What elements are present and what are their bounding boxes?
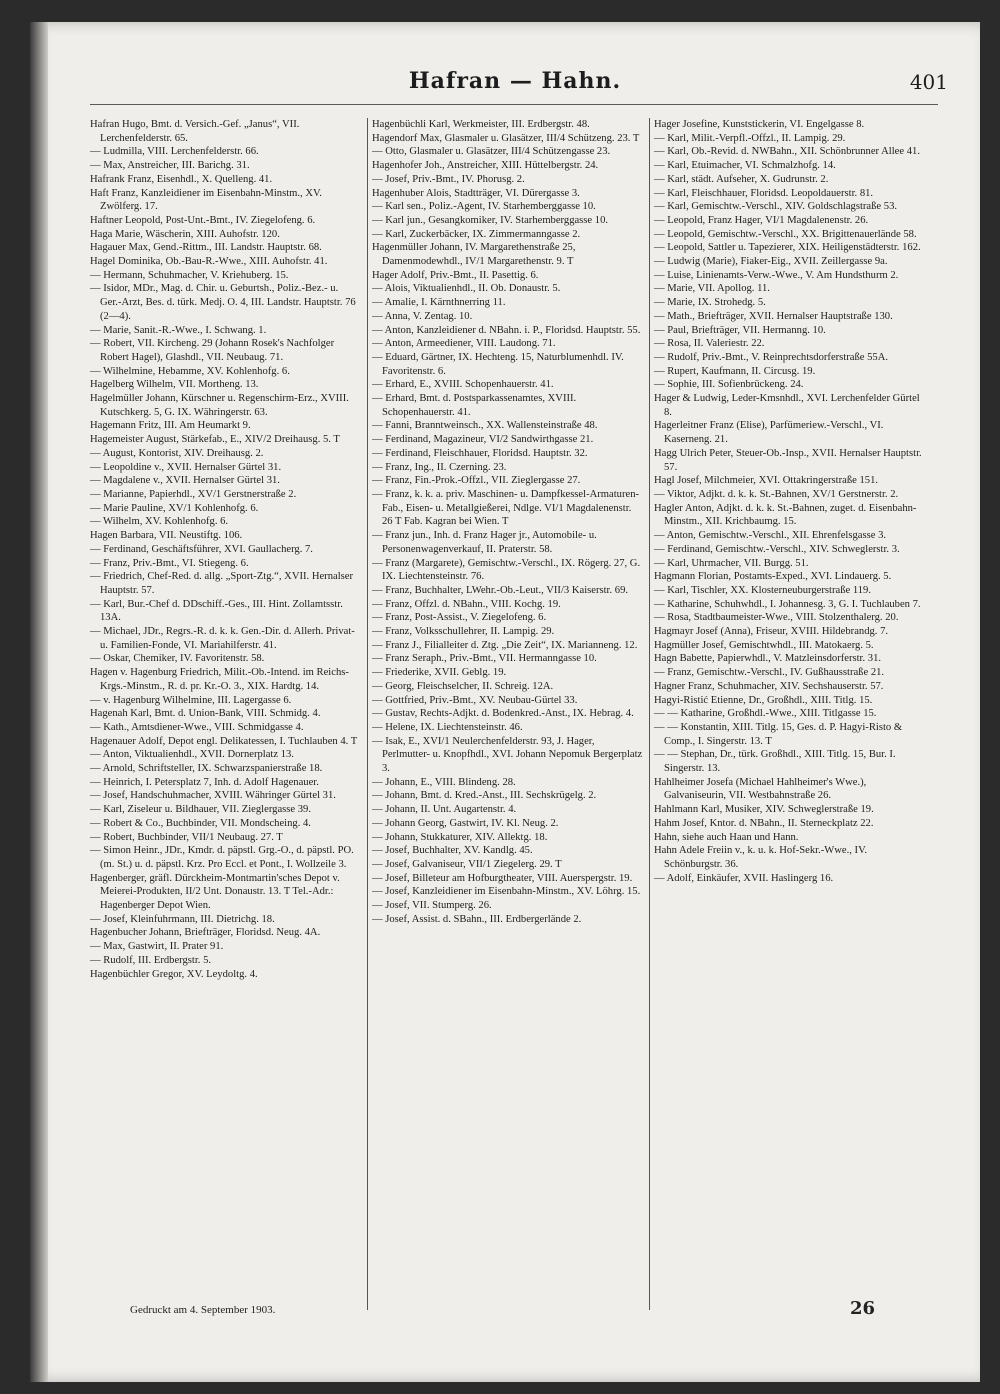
directory-entry: Hagenhuber Alois, Stadtträger, VI. Dürergasse 3. xyxy=(372,187,580,199)
directory-entry: — Erhard, E., XVIII. Schopenhauerstr. 41. xyxy=(372,379,554,391)
directory-entry: — Anton, Armeediener, VIII. Laudong. 71. xyxy=(372,338,556,350)
directory-entry: Hagauer Max, Gend.-Rittm., III. Landstr. Hauptstr. 68. xyxy=(90,242,322,254)
directory-entry: — Math., Briefträger, XVII. Hernalser Hauptstraße 130. xyxy=(654,310,893,322)
directory-entry: — Franz, Offzl. d. NBahn., VIII. Kochg. 19. xyxy=(372,598,561,610)
column-divider xyxy=(367,118,368,1310)
directory-entry: Hagendorf Max, Glasmaler u. Glasätzer, III/4 Schützeng. 23. T xyxy=(372,132,640,144)
directory-entry: — Karl, Milit.-Verpfl.-Offzl., II. Lampig. 29. xyxy=(654,132,846,144)
directory-entry: Hagerleitner Franz (Elise), Parfümeriew.-Verschl., VI. Kaserneng. 21. xyxy=(654,420,884,446)
directory-entry: Hagel Dominika, Ob.-Bau-R.-Wwe., XIII. Auhofstr. 41. xyxy=(90,256,328,268)
directory-entry: — Josef, VII. Stumperg. 26. xyxy=(372,900,492,912)
directory-entry: — Josef, Assist. d. SBahn., III. Erdbergerlände 2. xyxy=(372,913,582,925)
directory-entry: Haftner Leopold, Post-Unt.-Bmt., IV. Ziegelofeng. 6. xyxy=(90,214,316,226)
directory-entry: — Johann, II. Unt. Augartenstr. 4. xyxy=(372,804,517,816)
directory-entry: Hagelberg Wilhelm, VII. Mortheng. 13. xyxy=(90,379,259,391)
directory-entry: Hagl Josef, Milchmeier, XVI. Ottakringerstraße 151. xyxy=(654,475,879,487)
directory-entry: — Max, Anstreicher, III. Barichg. 31. xyxy=(90,160,250,172)
directory-entry: Hagg Ulrich Peter, Steuer-Ob.-Insp., XVII. Hernalser Hauptstr. 57. xyxy=(654,447,922,473)
book-gutter xyxy=(30,22,48,1382)
directory-entry: Hagenhofer Joh., Anstreicher, XIII. Hüttelbergstr. 24. xyxy=(372,160,599,172)
directory-entry: — Ludwig (Marie), Fiaker-Eig., XVII. Zeillergasse 9a. xyxy=(654,256,888,268)
running-head: Hafran — Hahn. xyxy=(408,68,622,94)
directory-entry: — Erhard, Bmt. d. Postsparkassenamtes, XVIII. Schopenhauerstr. 41. xyxy=(372,393,577,418)
directory-entry: — Johann, E., VIII. Blindeng. 28. xyxy=(372,776,516,788)
directory-entry: — Robert, Buchbinder, VII/1 Neubaug. 27. T xyxy=(90,831,283,843)
directory-entry: — Kath., Amtsdiener-Wwe., VIII. Schmidgasse 4. xyxy=(90,721,304,733)
directory-entry: Hager Josefine, Kunststickerin, VI. Engelgasse 8. xyxy=(654,119,865,130)
directory-entry: — Wilhelm, XV. Kohlenhofg. 6. xyxy=(90,516,229,528)
header-rule xyxy=(90,104,938,105)
directory-page xyxy=(30,22,980,1382)
directory-entry: — Josef, Kanzleidiener im Eisenbahn-Minstm., XV. Löhrg. 15. xyxy=(372,886,641,898)
directory-column-2 xyxy=(372,118,644,926)
directory-entry: Hagyi-Ristić Etienne, Dr., Großhdl., XIII. Titlg. 15. xyxy=(654,694,873,706)
directory-entry: — Ferdinand, Magazineur, VI/2 Sandwirthgasse 21. xyxy=(372,434,594,446)
directory-entry: — Amalie, I. Kärnthnerring 11. xyxy=(372,297,506,309)
directory-entry: — Oskar, Chemiker, IV. Favoritenstr. 58. xyxy=(90,653,265,665)
directory-entry: — Marianne, Papierhdl., XV/1 Gerstnerstraße 2. xyxy=(90,488,297,500)
directory-entry: — v. Hagenburg Wilhelmine, III. Lagergasse 6. xyxy=(90,694,292,706)
directory-entry: — Karl, Tischler, XX. Klosterneuburgerstraße 119. xyxy=(654,584,872,596)
directory-column-1 xyxy=(90,118,362,981)
directory-entry: Hager Adolf, Priv.-Bmt., II. Pasettig. 6. xyxy=(372,269,539,281)
directory-entry: — Franz, Fin.-Prok.-Offzl., VII. Zieglergasse 27. xyxy=(372,475,581,487)
directory-entry: — Michael, JDr., Regrs.-R. d. k. k. Gen.-Dir. d. Allerh. Privat- u. Familien-Fonde, VI. Mariahilferstr. 41. xyxy=(90,626,355,651)
directory-entry: Hagenberger, gräfl. Dürckheim-Montmartin'sches Depot v. Meierei-Produkten, II/2 Unt. Donaustr. 13. T Tel.-Adr.: Hagenberger Depot Wien. xyxy=(90,872,340,912)
directory-entry: — Georg, Fleischselcher, II. Schreig. 12A. xyxy=(372,680,554,692)
directory-entry: — — Katharine, Großhdl.-Wwe., XIII. Titlgasse 15. xyxy=(654,708,877,720)
directory-entry: — Karl, Bur.-Chef d. DDschiff.-Ges., III. Hint. Zollamtsstr. 13A. xyxy=(90,598,343,624)
column-divider xyxy=(649,118,650,1310)
directory-entry: — Johann Georg, Gastwirt, IV. Kl. Neug. 2. xyxy=(372,817,559,829)
directory-entry: — Anton, Viktualienhdl., XVII. Dornerplatz 13. xyxy=(90,749,294,761)
directory-entry: — — Stephan, Dr., türk. Großhdl., XIII. Titlg. 15, Bur. I. Singerstr. 13. xyxy=(654,749,896,775)
directory-entry: — Eduard, Gärtner, IX. Hechteng. 15, Naturblumenhdl. IV. Favoritenstr. 6. xyxy=(372,351,624,377)
directory-entry: — Karl, Fleischhauer, Floridsd. Leopoldauerstr. 81. xyxy=(654,187,874,199)
directory-entry: Hagemann Fritz, III. Am Heumarkt 9. xyxy=(90,420,251,432)
directory-entry: — Leopold, Franz Hager, VI/1 Magdalenenstr. 26. xyxy=(654,214,869,226)
directory-column-3 xyxy=(654,118,926,885)
directory-entry: — Anton, Kanzleidiener d. NBahn. i. P., Floridsd. Hauptstr. 55. xyxy=(372,324,641,336)
directory-entry: — Otto, Glasmaler u. Glasätzer, III/4 Schützengasse 23. xyxy=(372,146,611,158)
directory-entry: — Robert, VII. Kircheng. 29 (Johann Rosek's Nachfolger Robert Hagel), Glashdl., VII. Neubaug. 71. xyxy=(90,338,335,363)
directory-entry: — Karl, Ob.-Revid. d. NWBahn., XII. Schönbrunner Allee 41. xyxy=(654,146,920,158)
directory-entry: Hagenauer Adolf, Depot engl. Delikatessen, I. Tuchlauben 4. T xyxy=(90,735,358,747)
directory-entry: — Magdalene v., XVII. Hernalser Gürtel 31. xyxy=(90,475,280,487)
directory-entry: — Franz, k. k. a. priv. Maschinen- u. Dampfkessel-Armaturen-Fab., Eisen- u. Metallgießerei, Ndlge. VI/1 Magdalenenstr. 26 T Fab. Kagran bei Wien. T xyxy=(372,488,640,528)
directory-entry: — Heinrich, I. Petersplatz 7, Inh. d. Adolf Hagenauer. xyxy=(90,776,319,788)
directory-entry: Hagenmüller Johann, IV. Margarethenstraße 25, Damenmodewhdl., IV/1 Margarethenstr. 9. T xyxy=(372,242,576,268)
directory-entry: — Josef, Billeteur am Hofburgtheater, VIII. Auerspergstr. 19. xyxy=(372,872,633,884)
directory-entry: Hagen Barbara, VII. Neustiftg. 106. xyxy=(90,530,243,542)
directory-entry: — Katharine, Schuhwhdl., I. Johannesg. 3, G. I. Tuchlauben 7. xyxy=(654,598,921,610)
directory-entry: — Karl, Etuimacher, VI. Schmalzhofg. 14. xyxy=(654,160,836,172)
directory-entry: — Karl, Gemischtw.-Verschl., XIV. Goldschlagstraße 53. xyxy=(654,201,898,213)
directory-entry: Hagner Franz, Schuhmacher, XIV. Sechshauserstr. 57. xyxy=(654,680,884,692)
directory-entry: — Adolf, Einkäufer, XVII. Haslingerg 16. xyxy=(654,872,834,884)
directory-entry: — Leopold, Gemischtw.-Verschl., XX. Brigittenauerlände 58. xyxy=(654,228,917,240)
directory-entry: Hagmayr Josef (Anna), Friseur, XVIII. Hildebrandg. 7. xyxy=(654,626,889,638)
directory-entry: — Gottfried, Priv.-Bmt., XV. Neubau-Gürtel 33. xyxy=(372,694,578,706)
directory-entry: — Viktor, Adjkt. d. k. k. St.-Bahnen, XV/1 Gerstnerstr. 2. xyxy=(654,488,899,500)
directory-entry: — Anna, V. Zentag. 10. xyxy=(372,310,473,322)
directory-entry: — Marie Pauline, XV/1 Kohlenhofg. 6. xyxy=(90,502,259,514)
directory-entry: — Marie, VII. Apollog. 11. xyxy=(654,283,770,295)
directory-entry: Hahn, siehe auch Haan und Hann. xyxy=(654,831,799,843)
directory-entry: — Karl, Uhrmacher, VII. Burgg. 51. xyxy=(654,557,809,569)
directory-entry: Haft Franz, Kanzleidiener im Eisenbahn-Minstm., XV. Zwölferg. 17. xyxy=(90,187,322,213)
directory-entry: — Franz (Margarete), Gemischtw.-Verschl., IX. Rögerg. 27, G. IX. Liechtensteinstr. 76. xyxy=(372,557,641,583)
directory-entry: — Franz jun., Inh. d. Franz Hager jr., Automobile- u. Personenwagenverkauf, II. Praterstr. 58. xyxy=(372,530,597,555)
directory-entry: — Fanni, Branntweinsch., XX. Wallensteinstraße 48. xyxy=(372,420,598,432)
directory-entry: — Anton, Gemischtw.-Verschl., XII. Ehrenfelsgasse 3. xyxy=(654,530,887,542)
print-date: Gedruckt am 4. September 1903. xyxy=(130,1304,276,1316)
directory-entry: — Karl sen., Poliz.-Agent, IV. Starhemberggasse 10. xyxy=(372,201,596,213)
directory-entry: Hahm Josef, Kntor. d. NBahn., II. Sterneckplatz 22. xyxy=(654,817,874,829)
directory-entry: — Wilhelmine, Hebamme, XV. Kohlenhofg. 6. xyxy=(90,365,290,377)
directory-entry: — Josef, Buchhalter, XV. Kandlg. 45. xyxy=(372,845,533,857)
directory-entry: — Ferdinand, Fleischhauer, Floridsd. Hauptstr. 32. xyxy=(372,447,588,459)
directory-entry: — Leopold, Sattler u. Tapezierer, XIX. Heiligenstädterstr. 162. xyxy=(654,242,921,254)
directory-entry: — Karl, Zuckerbäcker, IX. Zimmermanngasse 2. xyxy=(372,228,581,240)
directory-entry: Hahlmann Karl, Musiker, XIV. Schweglerstraße 19. xyxy=(654,804,874,816)
directory-entry: Hagenah Karl, Bmt. d. Union-Bank, VIII. Schmidg. 4. xyxy=(90,708,321,720)
directory-entry: — Gustav, Rechts-Adjkt. d. Bodenkred.-Anst., IX. Hebrag. 4. xyxy=(372,708,634,720)
directory-entry: Hagenbucher Johann, Briefträger, Floridsd. Neug. 4A. xyxy=(90,927,321,939)
directory-entry: — Karl, städt. Aufseher, X. Gudrunstr. 2. xyxy=(654,173,829,185)
directory-entry: — Leopoldine v., XVII. Hernalser Gürtel 31. xyxy=(90,461,282,473)
directory-entry: — Franz, Priv.-Bmt., VI. Stiegeng. 6. xyxy=(90,557,249,569)
directory-entry: — Arnold, Schriftsteller, IX. Schwarzspanierstraße 18. xyxy=(90,763,323,775)
directory-entry: — Ferdinand, Gemischtw.-Verschl., XIV. Schweglerstr. 3. xyxy=(654,543,900,555)
directory-entry: — Franz, Ing., II. Czerning. 23. xyxy=(372,461,507,473)
directory-entry: — Ludmilla, VIII. Lerchenfelderstr. 66. xyxy=(90,146,259,158)
directory-entry: — Karl jun., Gesangkomiker, IV. Starhemberggasse 10. xyxy=(372,214,609,226)
directory-entry: — Robert & Co., Buchbinder, VII. Mondscheing. 4. xyxy=(90,817,311,829)
directory-entry: — Franz, Volksschullehrer, II. Lampig. 29. xyxy=(372,626,555,638)
directory-entry: Hagelmüller Johann, Kürschner u. Regenschirm-Erz., XVIII. Kutschkerg. 5, G. IX. Währingerstr. 63. xyxy=(90,393,349,418)
directory-entry: — Franz, Buchhalter, LWehr.-Ob.-Leut., VII/3 Kaiserstr. 69. xyxy=(372,584,629,596)
directory-entry: — Marie, Sanit.-R.-Wwe., I. Schwang. 1. xyxy=(90,324,267,336)
directory-entry: — Josef, Handschuhmacher, XVIII. Währinger Gürtel 31. xyxy=(90,790,336,802)
directory-entry: — Isidor, MDr., Mag. d. Chir. u. Geburtsh., Poliz.-Bez.- u. Ger.-Arzt, Bes. d. türk. Medj. O. 4, III. Landstr. Hauptstr. 76 (2—4). xyxy=(90,283,356,322)
page-header xyxy=(70,68,960,102)
directory-entry: — Simon Heinr., JDr., Kmdr. d. päpstl. Grg.-O., d. päpstl. PO. (m. St.) u. d. päpstl. Krz. Pro Eccl. et Pont., I. Wollzeile 3. xyxy=(90,845,354,870)
directory-entry: — Friedrich, Chef-Red. d. allg. „Sport-Ztg.“, XVII. Hernalser Hauptstr. 57. xyxy=(90,571,354,596)
directory-entry: — Paul, Briefträger, VII. Hermanng. 10. xyxy=(654,324,826,336)
directory-entry: — Franz J., Filialleiter d. Ztg. „Die Zeit“, IX. Marianneng. 12. xyxy=(372,639,638,651)
directory-entry: Hagler Anton, Adjkt. d. k. k. St.-Bahnen, zuget. d. Eisenbahn-Minstm., XII. Krichbaumg. 15. xyxy=(654,502,917,528)
directory-entry: Hager & Ludwig, Leder-Kmsnhdl., XVI. Lerchenfelder Gürtel 8. xyxy=(654,393,920,418)
directory-entry: Hafrank Franz, Eisenhdl., X. Quelleng. 41. xyxy=(90,173,273,185)
directory-entry: — Karl, Ziseleur u. Bildhauer, VII. Zieglergasse 39. xyxy=(90,804,312,816)
directory-entry: — Rosa, II. Valeriestr. 22. xyxy=(654,338,765,350)
directory-entry: — Luise, Linienamts-Verw.-Wwe., V. Am Hundsthurm 2. xyxy=(654,269,899,281)
directory-entry: — August, Kontorist, XIV. Dreihausg. 2. xyxy=(90,447,264,459)
directory-entry: — Max, Gastwirt, II. Prater 91. xyxy=(90,941,224,953)
directory-entry: — Isak, E., XVI/1 Neulerchenfelderstr. 93, J. Hager, Perlmutter- u. Knopfhdl., XVI. Johann Nepomuk Bergerplatz 3. xyxy=(372,735,643,775)
directory-entry: — Helene, IX. Liechtensteinstr. 46. xyxy=(372,721,523,733)
directory-entry: Hafran Hugo, Bmt. d. Versich.-Gef. „Janus“, VII. Lerchenfelderstr. 65. xyxy=(90,119,300,144)
directory-entry: — Johann, Bmt. d. Kred.-Anst., III. Sechskrügelg. 2. xyxy=(372,790,597,802)
directory-entry: Hagen v. Hagenburg Friedrich, Milit.-Ob.-Intend. im Reichs-Krgs.-Minstm., R. d. pr. Kr.-O. 3., XIX. Hardtg. 14. xyxy=(90,667,349,692)
directory-entry: Hagmüller Josef, Gemischtwhdl., III. Matokaerg. 5. xyxy=(654,639,874,651)
directory-entry: Hagenbüchler Gregor, XV. Leydoltg. 4. xyxy=(90,968,258,980)
directory-entry: — Alois, Viktualienhdl., II. Ob. Donaustr. 5. xyxy=(372,283,561,295)
directory-entry: Hahn Adele Freiin v., k. u. k. Hof-Sekr.-Wwe., IV. Schönburgstr. 36. xyxy=(654,845,868,870)
directory-entry: — — Konstantin, XIII. Titlg. 15, Ges. d. P. Hagyi-Risto & Comp., I. Singerstr. 13. T xyxy=(654,721,903,747)
directory-entry: — Rosa, Stadtbaumeister-Wwe., VIII. Stolzenthalerg. 20. xyxy=(654,612,899,624)
directory-entry: — Franz, Post-Assist., V. Ziegelofeng. 6. xyxy=(372,612,547,624)
directory-entry: — Johann, Stukkaturer, XIV. Allektg. 18. xyxy=(372,831,548,843)
directory-entry: Hagn Babette, Papierwhdl., V. Matzleinsdorferstr. 31. xyxy=(654,653,882,665)
directory-entry: — Sophie, III. Sofienbrückeng. 24. xyxy=(654,379,804,391)
directory-entry: — Friederike, XVII. Geblg. 19. xyxy=(372,667,507,679)
directory-entry: — Ferdinand, Geschäftsführer, XVI. Gaullacherg. 7. xyxy=(90,543,313,555)
directory-entry: — Josef, Galvaniseur, VII/1 Ziegelerg. 29. T xyxy=(372,858,562,870)
directory-entry: — Franz Seraph., Priv.-Bmt., VII. Hermanngasse 10. xyxy=(372,653,597,665)
directory-entry: — Josef, Priv.-Bmt., IV. Phorusg. 2. xyxy=(372,173,525,185)
directory-entry: Haga Marie, Wäscherin, XIII. Auhofstr. 120. xyxy=(90,228,280,240)
directory-entry: Hagenbüchli Karl, Werkmeister, III. Erdbergstr. 48. xyxy=(372,119,590,130)
page-number: 401 xyxy=(909,70,948,94)
directory-entry: Hagmann Florian, Postamts-Exped., XVI. Lindauerg. 5. xyxy=(654,571,892,583)
directory-entry: — Rudolf, Priv.-Bmt., V. Reinprechtsdorferstraße 55A. xyxy=(654,351,889,363)
directory-entry: — Rupert, Kaufmann, II. Circusg. 19. xyxy=(654,365,816,377)
directory-entry: — Marie, IX. Strohedg. 5. xyxy=(654,297,766,309)
directory-entry: — Rudolf, III. Erdbergstr. 5. xyxy=(90,954,212,966)
directory-entry: — Josef, Kleinfuhrmann, III. Dietrichg. 18. xyxy=(90,913,275,925)
directory-entry: Hagemeister August, Stärkefab., E., XIV/2 Dreihausg. 5. T xyxy=(90,434,340,446)
directory-entry: — Franz, Gemischtw.-Verschl., IV. Gußhausstraße 21. xyxy=(654,667,885,679)
signature-mark: 26 xyxy=(850,1298,876,1319)
directory-entry: Hahlheimer Josefa (Michael Hahlheimer's Wwe.), Galvaniseurin, VII. Westbahnstraße 26. xyxy=(654,776,867,802)
directory-entry: — Hermann, Schuhmacher, V. Kriehuberg. 15. xyxy=(90,269,289,281)
